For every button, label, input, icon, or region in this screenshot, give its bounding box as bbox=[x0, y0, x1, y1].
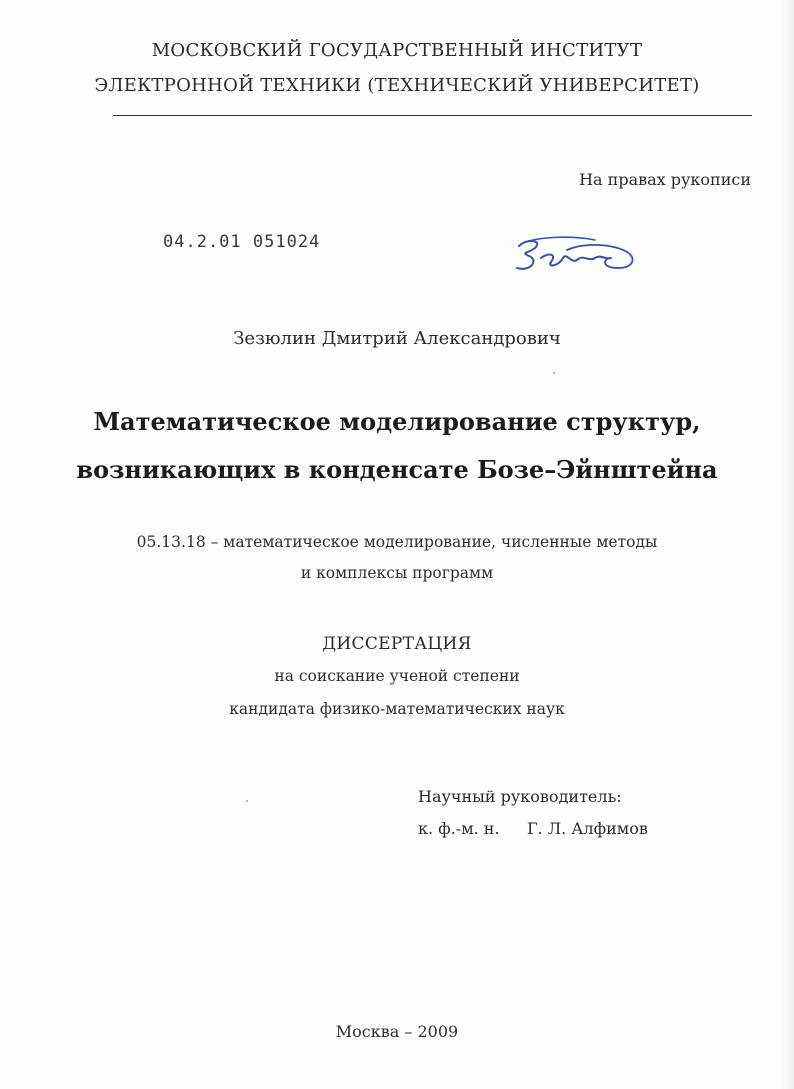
header-rule bbox=[113, 115, 752, 116]
institute-line-1: МОСКОВСКИЙ ГОСУДАРСТВЕННЫЙ ИНСТИТУТ bbox=[151, 40, 643, 61]
degree-purpose-line-2: кандидата физико-математических наук bbox=[229, 700, 565, 718]
supervisor-label: Научный руководитель: bbox=[418, 787, 622, 806]
dissertation-label: ДИССЕРТАЦИЯ bbox=[322, 634, 472, 654]
thesis-title-line-2: возникающих в конденсате Бозе–Эйнштейна bbox=[76, 455, 718, 484]
stamp-number: 04.2.01 051024 bbox=[163, 232, 321, 252]
supervisor-name: Г. Л. Алфимов bbox=[527, 819, 648, 838]
manuscript-note: На правах рукописи bbox=[579, 170, 751, 189]
supervisor-degree: к. ф.-м. н. bbox=[418, 819, 500, 838]
author-signature bbox=[505, 228, 645, 284]
scan-speck bbox=[246, 800, 248, 802]
city-year: Москва – 2009 bbox=[335, 1022, 459, 1041]
author-name: Зезюлин Дмитрий Александрович bbox=[233, 328, 561, 349]
thesis-title-line-1: Математическое моделирование структур, bbox=[93, 407, 701, 436]
institute-line-2: ЭЛЕКТРОННОЙ ТЕХНИКИ (ТЕХНИЧЕСКИЙ УНИВЕРСИТЕТ) bbox=[94, 75, 700, 96]
specialty-line-2: и комплексы программ bbox=[300, 564, 494, 582]
scan-speck bbox=[553, 372, 555, 374]
degree-purpose-line-1: на соискание ученой степени bbox=[274, 667, 520, 685]
specialty-line-1: 05.13.18 – математическое моделирование, численные методы bbox=[136, 533, 658, 551]
